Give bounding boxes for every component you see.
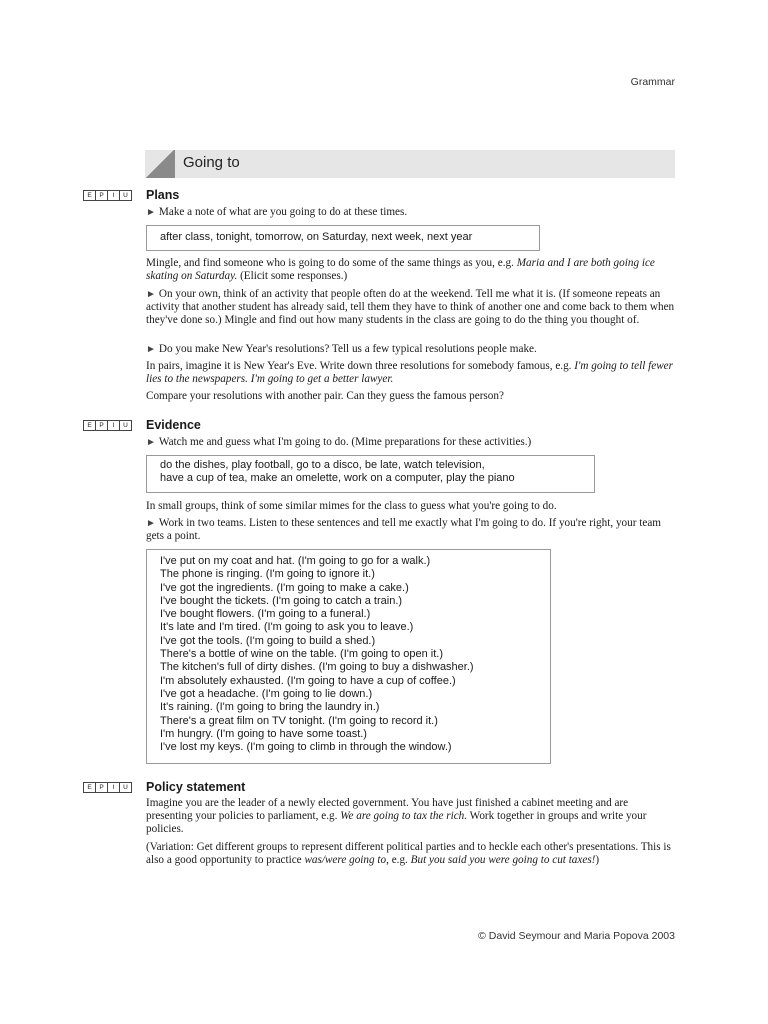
level-i: I bbox=[108, 191, 120, 200]
word-box: do the dishes, play football, go to a disco, be late, watch television, have a cup of tea, make an omelette, work on a computer, play the piano bbox=[146, 455, 595, 493]
level-indicator bbox=[83, 190, 132, 201]
level-e: E bbox=[84, 783, 96, 792]
list-item: I've lost my keys. (I'm going to climb in through the window.) bbox=[160, 741, 452, 754]
level-p: P bbox=[96, 421, 108, 430]
level-e: E bbox=[84, 421, 96, 430]
level-indicator bbox=[83, 420, 132, 431]
level-e: E bbox=[84, 191, 96, 200]
list-item: I'm hungry. (I'm going to have some toast.) bbox=[160, 727, 367, 740]
level-u: U bbox=[123, 192, 128, 199]
list-item: The phone is ringing. (I'm going to ignore it.) bbox=[160, 568, 375, 581]
paragraph: (Variation: Get different groups to represent different political parties and to heckle each other's presentations. This is also a good opportunity to practice was/were going to, e.g. But you said you were going to cut taxes!) bbox=[146, 841, 671, 867]
paragraph: ► Make a note of what are you going to do at these times. bbox=[146, 206, 408, 218]
level-indicator bbox=[83, 782, 132, 793]
paragraph: In pairs, imagine it is New Year's Eve. Write down three resolutions for somebody famous, e.g. I'm going to tell fewer lies to the newspapers. I'm going to get a better lawyer. bbox=[146, 360, 673, 386]
section-label: Grammar bbox=[630, 76, 675, 88]
unit-title: Going to bbox=[183, 154, 240, 171]
paragraph: In small groups, think of some similar mimes for the class to guess what you're going to do. bbox=[146, 500, 557, 512]
pointer-arrow-icon: ► bbox=[146, 207, 156, 218]
list-item: I'm absolutely exhausted. (I'm going to have a cup of coffee.) bbox=[160, 674, 456, 687]
list-item: I've bought flowers. (I'm going to a funeral.) bbox=[160, 608, 371, 621]
section-title: Evidence bbox=[146, 418, 201, 432]
paragraph: Imagine you are the leader of a newly elected government. You have just finished a cabinet meeting and are presenting your policies to parliament, e.g. We are going to tax the rich. Work together in groups and write your policies. bbox=[146, 797, 647, 836]
copyright-footer: © David Seymour and Maria Popova 2003 bbox=[478, 930, 675, 942]
list-item: I've got a headache. (I'm going to lie down.) bbox=[160, 687, 373, 700]
list-item: The kitchen's full of dirty dishes. (I'm going to buy a dishwasher.) bbox=[160, 661, 474, 674]
level-i: I bbox=[108, 421, 120, 430]
list-item: It's late and I'm tired. (I'm going to ask you to leave.) bbox=[160, 621, 414, 634]
pointer-arrow-icon: ► bbox=[146, 344, 156, 355]
section-title: Plans bbox=[146, 188, 180, 202]
list-item: I've got the tools. (I'm going to build a shed.) bbox=[160, 634, 376, 647]
list-item: There's a great film on TV tonight. (I'm going to record it.) bbox=[160, 714, 438, 727]
paragraph: Compare your resolutions with another pair. Can they guess the famous person? bbox=[146, 390, 504, 402]
list-item: I've put on my coat and hat. (I'm going to go for a walk.) bbox=[160, 555, 431, 567]
unit-title-bar bbox=[145, 150, 675, 178]
list-item: I've bought the tickets. (I'm going to catch a train.) bbox=[160, 594, 403, 607]
list-item: It's raining. (I'm going to bring the laundry in.) bbox=[160, 701, 380, 714]
list-item: I've got the ingredients. (I'm going to make a cake.) bbox=[160, 581, 409, 594]
level-p: P bbox=[96, 783, 108, 792]
word-box: after class, tonight, tomorrow, on Saturday, next week, next year bbox=[146, 225, 540, 251]
title-corner-decoration bbox=[145, 150, 175, 178]
level-p: P bbox=[96, 191, 108, 200]
sentence-list-box bbox=[146, 549, 551, 764]
pointer-arrow-icon: ► bbox=[146, 289, 156, 300]
paragraph: ► Work in two teams. Listen to these sentences and tell me exactly what I'm going to do. If you're right, your team gets a point. bbox=[146, 517, 661, 543]
level-u: U bbox=[123, 422, 128, 429]
level-u: U bbox=[123, 784, 128, 791]
paragraph: ► On your own, think of an activity that people often do at the weekend. Tell me what it is. (If someone repeats an activity that another student has already said, tell them they have to think of another one and come back to them when they've done so.) Mingle and find out how many students in the class are going to do the thing you thought of. bbox=[146, 288, 675, 327]
level-i: I bbox=[108, 783, 120, 792]
section-title: Policy statement bbox=[146, 780, 246, 794]
pointer-arrow-icon: ► bbox=[146, 437, 156, 448]
pointer-arrow-icon: ► bbox=[146, 518, 156, 529]
paragraph: ► Watch me and guess what I'm going to do. (Mime preparations for these activities.) bbox=[146, 436, 532, 448]
paragraph: ► Do you make New Year's resolutions? Tell us a few typical resolutions people make. bbox=[146, 343, 537, 355]
paragraph: Mingle, and find someone who is going to do some of the same things as you, e.g. Maria and I are both going ice skating on Saturday. (Elicit some responses.) bbox=[146, 257, 655, 283]
list-item: There's a bottle of wine on the table. (I'm going to open it.) bbox=[160, 648, 444, 661]
